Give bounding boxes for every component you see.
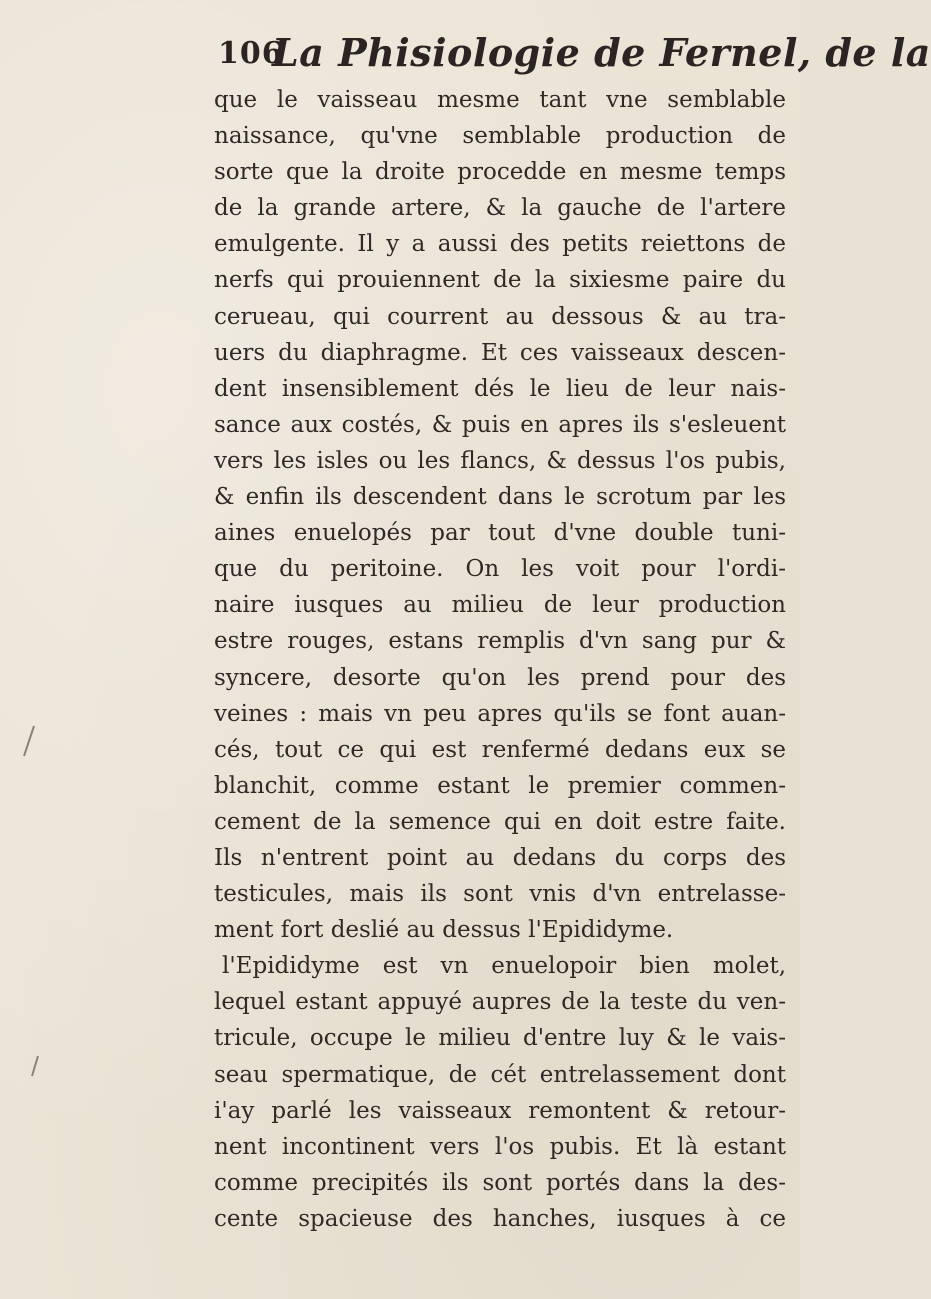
- text-line: cerueau, qui courrent au dessous & au tra-: [214, 303, 786, 330]
- margin-stroke-icon: [28, 1050, 44, 1080]
- text-line: syncere, desorte qu'on les prend pour des: [214, 664, 786, 691]
- text-line: nent incontinent vers l'os pubis. Et là estant: [214, 1133, 786, 1160]
- text-line: ment fort deslié au dessus l'Epididyme.: [214, 917, 674, 944]
- page-number: 106: [218, 36, 284, 71]
- text-line: sance aux costés, & puis en apres ils s'esleuent: [214, 411, 786, 438]
- text-line: dent insensiblement dés le lieu de leur nais-: [214, 375, 786, 402]
- text-line: seau spermatique, de cét entrelassement dont: [214, 1061, 786, 1088]
- text-line: emulgente. Il y a aussi des petits reiettons de: [214, 231, 786, 258]
- text-line: naire iusques au milieu de leur production: [214, 592, 786, 619]
- text-line: cés, tout ce qui est renfermé dedans eux se: [214, 736, 786, 763]
- text-line: & enfin ils descendent dans le scrotum par les: [214, 484, 786, 511]
- body-text: [214, 82, 786, 1237]
- page-header: [218, 14, 931, 84]
- text-line: cement de la semence qui en doit estre faite.: [214, 808, 786, 835]
- text-line: Ils n'entrent point au dedans du corps des: [214, 844, 786, 871]
- text-line: uers du diaphragme. Et ces vaisseaux descen-: [214, 339, 786, 366]
- text-line: testicules, mais ils sont vnis d'vn entrelasse-: [214, 881, 786, 908]
- text-line: blanchit, comme estant le premier commen-: [214, 772, 786, 799]
- text-line: veines : mais vn peu apres qu'ils se font auan-: [214, 700, 786, 727]
- running-title: La Phisiologie de Fernel, de la: [272, 30, 931, 75]
- text-line: que le vaisseau mesme tant vne semblable: [214, 87, 786, 113]
- text-line: cente spacieuse des hanches, iusques à ce: [214, 1205, 786, 1232]
- text-line: que du peritoine. On les voit pour l'ordi-: [214, 556, 786, 583]
- text-line: de la grande artere, & la gauche de l'artere: [214, 195, 786, 222]
- text-line: sorte que la droite procedde en mesme temps: [214, 159, 786, 186]
- text-line: nerfs qui prouiennent de la sixiesme paire du: [214, 267, 786, 294]
- text-line: comme precipités ils sont portés dans la des-: [214, 1169, 786, 1196]
- text-line: tricule, occupe le milieu d'entre luy & le vais-: [214, 1025, 786, 1052]
- text-line: naissance, qu'vne semblable production de: [214, 123, 786, 150]
- text-line: i'ay parlé les vaisseaux remontent & retour-: [214, 1097, 786, 1124]
- text-line: estre rouges, estans remplis d'vn sang pur &: [214, 628, 786, 655]
- text-line: aines enuelopés par tout d'vne double tuni-: [214, 520, 786, 547]
- text-line: l'Epididyme est vn enuelopoir bien molet,: [222, 953, 786, 980]
- margin-stroke-icon: [20, 720, 40, 760]
- text-line: vers les isles ou les flancs, & dessus l'os pubis,: [214, 447, 786, 474]
- text-line: lequel estant appuyé aupres de la teste du ven-: [214, 989, 786, 1016]
